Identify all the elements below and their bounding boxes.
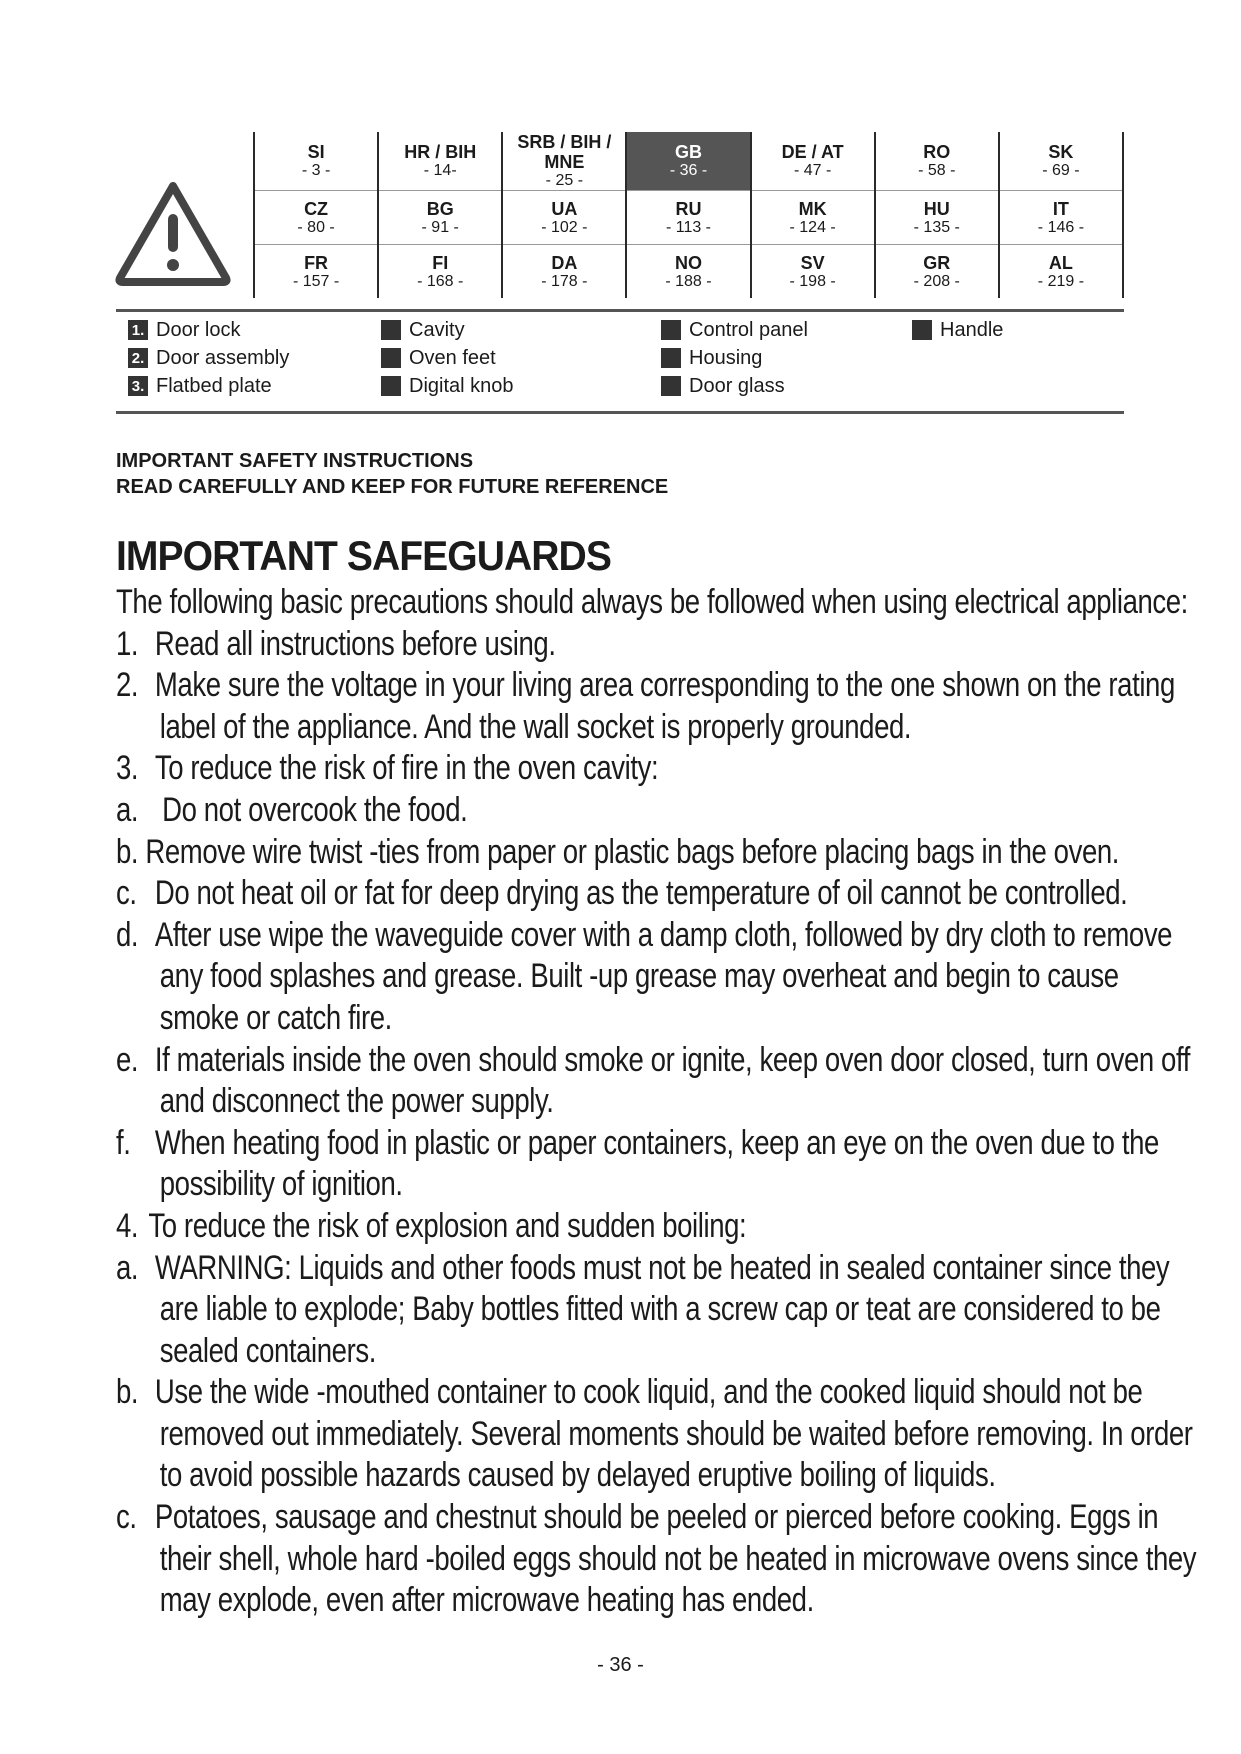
language-code: DA [551, 252, 578, 273]
list-marker: c. [116, 1498, 137, 1537]
list-item-text: Do not overcook the food. [154, 790, 468, 829]
list-item-continuation: sealed containers. [159, 1331, 376, 1370]
legend-item [381, 344, 661, 372]
list-item-continuation: to avoid possible hazards caused by delayed eruptive boiling of liquids. [159, 1456, 996, 1495]
list-item-text: b. Remove wire twist -ties from paper or plastic bags before placing bags in the oven. [116, 832, 1120, 871]
legend-marker: 3. [128, 376, 148, 396]
legend-marker [912, 320, 932, 340]
language-code: HU [923, 198, 950, 219]
language-code: RO [923, 142, 951, 162]
language-page: - 3 - [301, 162, 331, 179]
legend-marker: 2. [128, 348, 148, 368]
list-item-text: Potatoes, sausage and chestnut should be peeled or pierced before cooking. Eggs in [154, 1498, 1159, 1537]
legend-label: Door glass [689, 374, 785, 397]
language-cell [626, 191, 750, 245]
list-item-continuation: smoke or catch fire. [159, 998, 392, 1037]
language-code: SK [1048, 142, 1074, 162]
language-code: UA [551, 198, 578, 219]
language-cell [502, 191, 626, 245]
list-item-continuation: and disconnect the power supply. [159, 1082, 554, 1121]
legend-label: Door assembly [156, 346, 290, 369]
legend-item [661, 372, 912, 400]
language-cell [626, 132, 750, 191]
list-item [116, 1123, 1159, 1165]
language-code: GB [674, 142, 702, 162]
list-item [116, 1497, 1159, 1539]
list-item [116, 1372, 1143, 1414]
language-page: - 47 - [793, 162, 832, 179]
language-page: - 69 - [1042, 162, 1080, 179]
language-code: HR / BIH [404, 142, 477, 162]
language-cell [378, 245, 502, 299]
legend-item [661, 344, 912, 372]
divider [116, 411, 1124, 414]
language-code: MK [798, 198, 827, 219]
legend-marker [661, 320, 681, 340]
safeguards-body [116, 582, 1197, 1622]
list-item-text: Use the wide -mouthed container to cook liquid, and the cooked liquid should not be [154, 1373, 1143, 1412]
language-page: - 135 - [913, 218, 960, 236]
language-code: FR [304, 252, 329, 273]
list-item [116, 915, 1173, 957]
legend-item [912, 372, 1124, 400]
list-item-text: To reduce the risk of fire in the oven cavity: [154, 749, 659, 788]
list-item-continuation: possibility of ignition. [159, 1165, 403, 1204]
language-cell [999, 191, 1123, 245]
legend-marker: 1. [128, 320, 148, 340]
list-item-text: To reduce the risk of explosion and sudden boiling: [148, 1206, 747, 1245]
language-page: - 168 - [417, 272, 464, 290]
list-marker: c. [116, 874, 137, 913]
list-item-continuation: removed out immediately. Several moments should be waited before removing. In order [159, 1414, 1193, 1453]
language-code: GR [923, 252, 951, 273]
legend-item [128, 372, 381, 400]
language-page: - 178 - [541, 272, 588, 290]
legend-label: Digital knob [409, 374, 514, 397]
list-item [116, 1248, 1170, 1290]
parts-legend [128, 316, 1124, 400]
language-row [254, 132, 1123, 191]
language-page: - 124 - [789, 218, 836, 236]
list-marker: e. [116, 1040, 139, 1079]
language-page: - 146 - [1037, 218, 1085, 236]
language-page: - 188 - [665, 272, 712, 290]
legend-label: Door lock [156, 318, 241, 341]
list-item [116, 665, 1175, 707]
list-item [116, 1206, 1120, 1248]
safety-notice-line: IMPORTANT SAFETY INSTRUCTIONS [116, 450, 474, 472]
language-cell [626, 245, 750, 299]
list-marker: f. [116, 1123, 131, 1162]
language-cell [254, 245, 378, 299]
language-cell [751, 245, 875, 299]
list-item-continuation: their shell, whole hard -boiled eggs should not be heated in microwave ovens since they [159, 1539, 1197, 1578]
language-code: SRB / BIH / MNE [517, 132, 612, 172]
language-cell [875, 132, 999, 191]
language-cell [875, 191, 999, 245]
list-item [116, 748, 1120, 790]
language-page: - 102 - [541, 218, 588, 236]
language-cell [999, 132, 1123, 191]
legend-item [912, 344, 1124, 372]
language-cell [502, 132, 626, 191]
legend-label: Flatbed plate [156, 374, 272, 397]
legend-marker [661, 348, 681, 368]
list-item [116, 1040, 1190, 1082]
language-row [254, 245, 1123, 299]
legend-item [661, 316, 912, 344]
list-item-continuation: label of the appliance. And the wall socket is properly grounded. [159, 707, 912, 746]
list-item [116, 790, 1120, 832]
language-cell [751, 191, 875, 245]
list-marker: a. [116, 1248, 139, 1287]
legend-item [912, 316, 1124, 344]
language-code: AL [1048, 252, 1073, 273]
list-item-text: Read all instructions before using. [154, 624, 556, 663]
language-page: - 36 - [669, 162, 708, 179]
language-page: - 208 - [913, 272, 960, 290]
list-item [116, 832, 1120, 874]
divider [116, 309, 1124, 312]
language-page: - 219 - [1037, 272, 1085, 290]
list-item-text: If materials inside the oven should smoke or ignite, keep oven door closed, turn oven off [154, 1040, 1190, 1079]
list-item [116, 624, 1120, 666]
language-cell [751, 132, 875, 191]
language-row [254, 191, 1123, 245]
list-marker: a. [116, 790, 139, 829]
legend-marker [661, 376, 681, 396]
language-cell [378, 191, 502, 245]
warning-icon [114, 178, 232, 286]
language-code: SV [800, 252, 825, 273]
legend-marker [381, 348, 401, 368]
language-cell [999, 245, 1123, 299]
legend-item [381, 372, 661, 400]
list-item-continuation: any food splashes and grease. Built -up grease may overheat and begin to cause [159, 957, 1119, 996]
list-marker: 2. [116, 666, 139, 705]
legend-item [128, 316, 381, 344]
legend-label: Housing [689, 346, 763, 369]
list-item [116, 873, 1128, 915]
language-code: IT [1052, 198, 1069, 219]
language-cell [502, 245, 626, 299]
legend-item [128, 344, 381, 372]
page-title: IMPORTANT SAFEGUARDS [116, 532, 611, 579]
list-marker: d. [116, 915, 139, 954]
language-page: - 198 - [789, 272, 836, 290]
safety-notice-line: READ CAREFULLY AND KEEP FOR FUTURE REFERENCE [116, 476, 669, 498]
language-code: DE / AT [781, 142, 844, 162]
language-code: FI [432, 252, 449, 273]
language-page: - 91 - [421, 218, 459, 236]
language-code: BG [426, 198, 454, 219]
list-item-text: WARNING: Liquids and other foods must not be heated in sealed container since they [154, 1248, 1170, 1287]
legend-marker [381, 320, 401, 340]
list-item-continuation: may explode, even after microwave heating has ended. [159, 1581, 814, 1620]
legend-label: Handle [940, 318, 1004, 341]
legend-label: Control panel [689, 318, 808, 341]
language-page: - 14- [423, 162, 457, 179]
page-number: - 36 - [597, 1654, 644, 1676]
language-cell [254, 191, 378, 245]
legend-label: Cavity [409, 318, 465, 341]
language-page: - 80 - [297, 218, 335, 236]
language-code: RU [675, 198, 702, 219]
language-code: SI [307, 142, 325, 162]
list-marker: b. [116, 1373, 139, 1412]
safety-notice [116, 448, 668, 500]
language-code: CZ [304, 198, 329, 219]
list-item-text: After use wipe the waveguide cover with a damp cloth, followed by dry cloth to remove [154, 915, 1173, 954]
list-marker: 4. [116, 1206, 139, 1245]
legend-label: Oven feet [409, 346, 496, 369]
list-item-text: When heating food in plastic or paper containers, keep an eye on the oven due to the [154, 1123, 1159, 1162]
legend-marker [381, 376, 401, 396]
legend-item [381, 316, 661, 344]
list-marker: 3. [116, 749, 139, 788]
language-cell [875, 245, 999, 299]
language-page: - 157 - [292, 272, 340, 290]
language-code: NO [674, 252, 702, 273]
list-item-text: Do not heat oil or fat for deep drying as the temperature of oil cannot be controlled. [154, 874, 1128, 913]
language-index-table [253, 132, 1124, 298]
intro-text: The following basic precautions should always be followed when using electrical appliance: [116, 583, 1188, 621]
list-marker: 1. [116, 624, 139, 663]
language-cell [378, 132, 502, 191]
language-page: - 58 - [918, 162, 956, 179]
language-page: - 113 - [665, 218, 712, 236]
language-cell [254, 132, 378, 191]
language-page: - 25 - [545, 172, 584, 189]
list-item-text: Make sure the voltage in your living area corresponding to the one shown on the rating [154, 666, 1175, 705]
list-item-continuation: are liable to explode; Baby bottles fitted with a screw cap or teat are considered to be [159, 1290, 1161, 1329]
